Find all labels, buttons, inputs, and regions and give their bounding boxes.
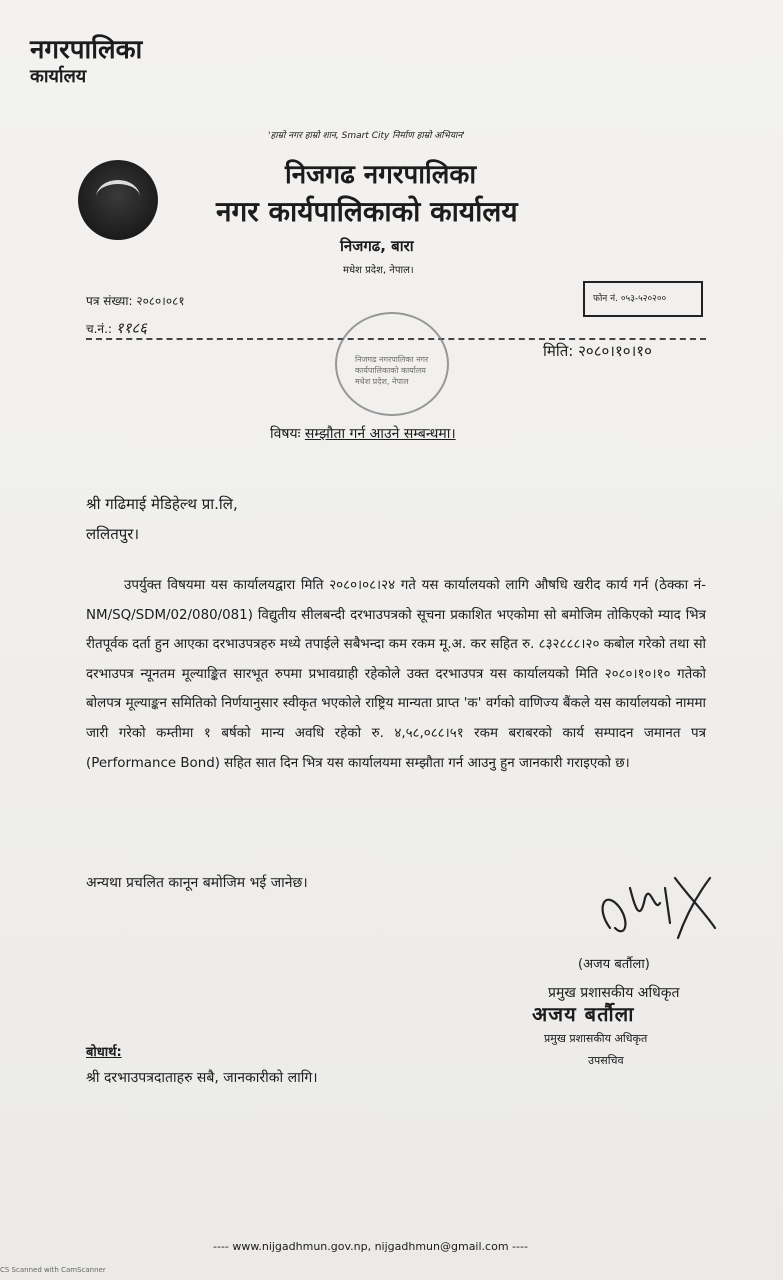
recipient-city: ललितपुर। [86,525,140,543]
emblem-logo-icon [78,160,158,240]
phone-box [583,281,703,317]
recipient-name: श्री गढिमाई मेडिहेल्थ प्रा.लि, [86,495,238,513]
closing-line: अन्यथा प्रचलित कानून बमोजिम भई जानेछ। [86,875,308,891]
office-name: निजगढ नगरपालिका [285,160,477,190]
signatory-name-handwritten: (अजय बर्तौला) [578,957,650,972]
scan-watermark: CS Scanned with CamScanner [0,1266,106,1274]
dispatch-value: ११८६ [115,319,147,337]
subject-text: सम्झौता गर्न आउने सम्बन्धमा। [304,426,456,442]
reference-value: २०८०।०८१ [136,294,185,308]
seal-text: निजगढ नगरपालिका नगर कार्यपालिकाको कार्यालय मधेश प्रदेश, नेपाल [355,355,429,386]
footer-contact: ---- www.nijgadhmun.gov.np, nijgadhmun@gmail.com ---- [213,1240,528,1253]
slogan: 'हाम्रो नगर हाम्रो शान, Smart City निर्माण हाम्रो अभियान' [268,131,465,141]
subject-label: विषयः [270,426,301,442]
office-seal-stamp [335,312,449,416]
phone-text: फोन नं. ०५३-५२०२०० [593,294,667,304]
dispatch-label: च.नं.: [86,322,112,336]
office-province: मधेश प्रदेश, नेपाल। [343,265,414,276]
signatory-stamp-title: प्रमुख प्रशासकीय अधिकृत [544,1032,648,1045]
top-stamp-line1: नगरपालिका [30,35,143,65]
letter-date: मिति: २०८०।१०।१० [543,342,652,360]
signatory-stamp-sub: उपसचिव [588,1054,624,1067]
subject-line [270,424,456,443]
cc-text: श्री दरभाउपत्रदाताहरु सबै, जानकारीको लागि। [86,1070,318,1086]
reference-number [86,292,185,309]
top-stamp-line2: कार्यालय [30,66,87,87]
office-title: नगर कार्यपालिकाको कार्यालय [216,195,518,228]
cc-label: बोधार्थ: [86,1045,122,1060]
dispatch-number [86,318,147,338]
office-location: निजगढ, बारा [340,237,414,255]
signatory-title: प्रमुख प्रशासकीय अधिकृत [548,985,680,1001]
letter-body: उपर्युक्त विषयमा यस कार्यालयद्वारा मिति २०८०।०८।२४ गते यस कार्यालयको लागि औषधि खरीद कार्य गर्न (ठेक्का नं-NM/SQ/SDM/02/080/081) विद्युतीय सीलबन्दी दरभाउपत्रको सूचना प्रकाशित भएकोमा सो बमोजिम तोकिएको म्याद भित्र रीतपूर्वक दर्ता हुन आएका दरभाउपत्रहरु मध्ये तपाईले सबैभन्दा कम रकम मू.अ. कर सहित रु. ८३२८८८।२० कबोल गरेको तथा सो दरभाउपत्र न्यूनतम मूल्याङ्कित सारभूत रुपमा प्रभावग्राही रहेकोले उक्त दरभाउपत्र यस कार्यालयको मिति २०८०।१०।१० गतेको बोलपत्र मूल्याङ्कन समितिको निर्णयानुसार स्वीकृत भएकोले राष्ट्रिय मान्यता प्राप्त 'क' वर्गको वाणिज्य बैंकले यस कार्यालयको नाममा जारी गरेको कम्तीमा १ बर्षको मान्य अवधि रहेको रु. ४,५८,०८८।५१ रकम बराबरको कार्य सम्पादन जमानत पत्र (Performance Bond) सहित सात दिन भित्र यस कार्यालयमा सम्झौता गर्न आउनु हुन जानकारी गराइएको छ। [86,578,706,771]
reference-label: पत्र संख्या: [86,294,133,308]
signatory-stamp-name: अजय बर्तौला [532,1002,635,1026]
signature-icon [590,868,720,948]
